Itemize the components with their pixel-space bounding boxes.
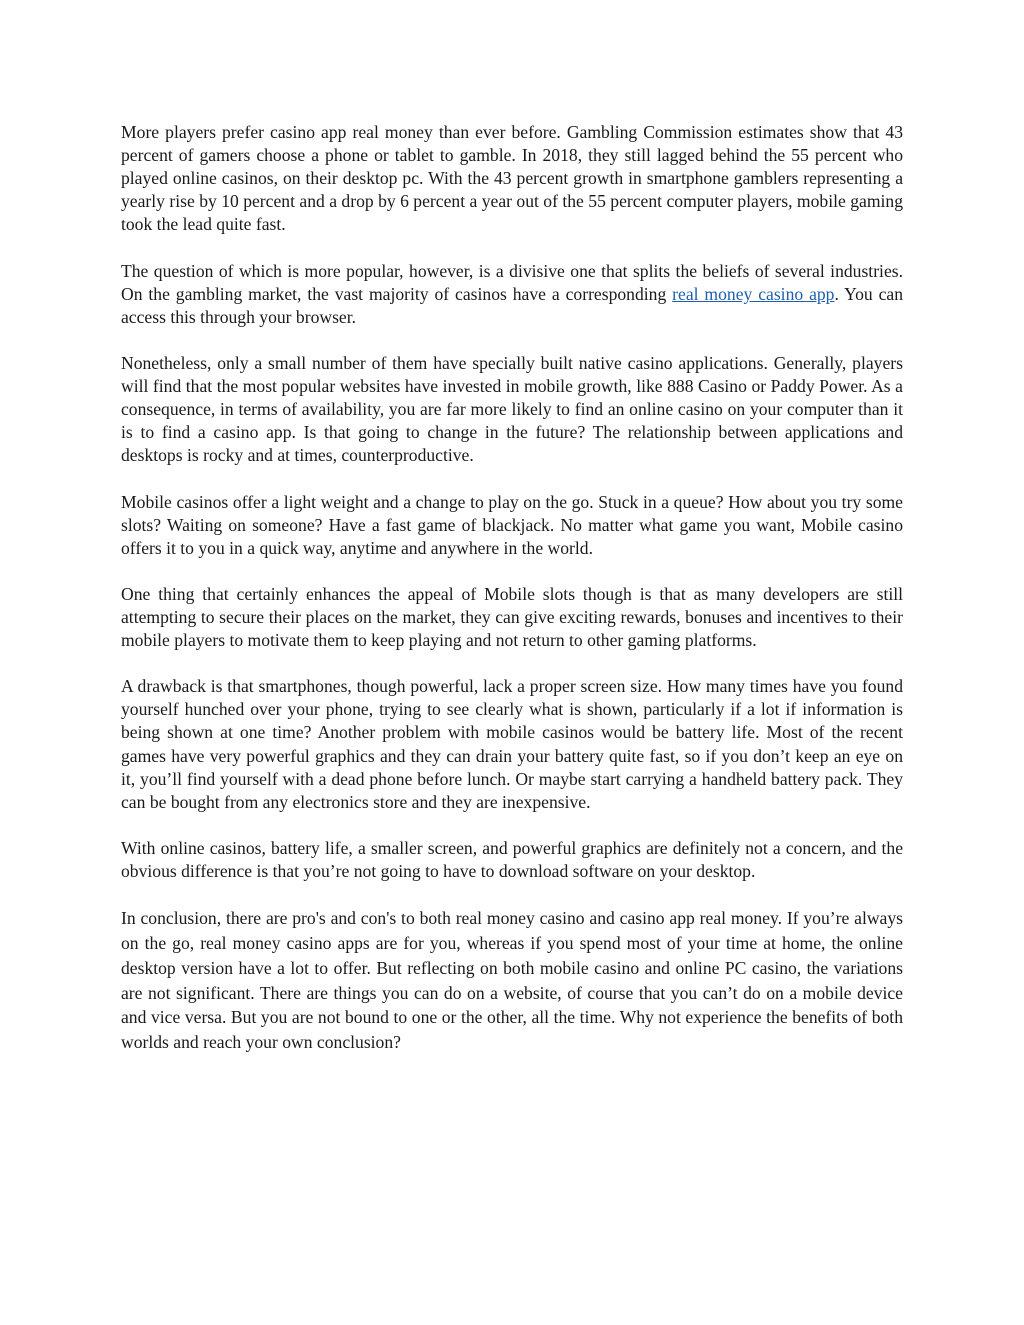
- paragraph-5: One thing that certainly enhances the appeal of Mobile slots though is that as many developers are still attempting to secure their places on the market, they can give exciting rewards, bonuses and incentives to their mobile players to motivate them to keep playing and not return to other gaming platforms.: [121, 583, 903, 651]
- paragraph-1: More players prefer casino app real money than ever before. Gambling Commission estimates show that 43 percent of gamers choose a phone or tablet to gamble. In 2018, they still lagged behind the 55 percent who played online casinos, on their desktop pc. With the 43 percent growth in smartphone gamblers representing a yearly rise by 10 percent and a drop by 6 percent a year out of the 55 percent computer players, mobile gaming took the lead quite fast.: [121, 122, 903, 235]
- real-money-casino-app-link[interactable]: real money casino app: [672, 283, 835, 304]
- paragraph-6: A drawback is that smartphones, though powerful, lack a proper screen size. How many times have you found yourself hunched over your phone, trying to see clearly what is shown, particularly if a lot if information is being shown at one time? Another problem with mobile casinos would be battery life. Most of the recent games have very powerful graphics and they can drain your battery quite fast, so if you don’t keep an eye on it, you’ll find yourself with a dead phone before lunch. Or maybe start carrying a handheld battery pack. They can be bought from any electronics store and they are inexpensive.: [121, 676, 903, 812]
- paragraph-7: With online casinos, battery life, a smaller screen, and powerful graphics are definitely not a concern, and the obvious difference is that you’re not going to have to download software on your desktop.: [121, 837, 903, 881]
- paragraph-2-text-before: The question of which is more popular, however, is a divisive one that splits the beliefs of several industries. On the gambling market, the vast majority of casinos have a corresponding: [121, 260, 903, 304]
- paragraph-2: [121, 260, 903, 329]
- paragraph-4: Mobile casinos offer a light weight and a change to play on the go. Stuck in a queue? How about you try some slots? Waiting on someone? Have a fast game of blackjack. No matter what game you want, Mobile casino offers it to you in a quick way, anytime and anywhere in the world.: [121, 491, 903, 558]
- document-body: [121, 121, 903, 1078]
- paragraph-2-text-after: . You can access this through your browser.: [121, 283, 903, 327]
- paragraph-3: Nonetheless, only a small number of them have specially built native casino applications. Generally, players will find that the most popular websites have invested in mobile growth, like 888 Casino or Paddy Power. As a consequence, in terms of availability, you are far more likely to find an online casino on your computer than it is to find a casino app. Is that going to change in the future? The relationship between applications and desktops is rocky and at times, counterproductive.: [121, 352, 903, 466]
- paragraph-8: In conclusion, there are pro's and con's to both real money casino and casino app real money. If you’re always on the go, real money casino apps are for you, whereas if you spend most of your time at home, the online desktop version have a lot to offer. But reflecting on both mobile casino and online PC casino, the variations are not significant. There are things you can do on a website, of course that you can’t do on a mobile device and vice versa. But you are not bound to one or the other, all the time. Why not experience the benefits of both worlds and reach your own conclusion?: [121, 908, 903, 1053]
